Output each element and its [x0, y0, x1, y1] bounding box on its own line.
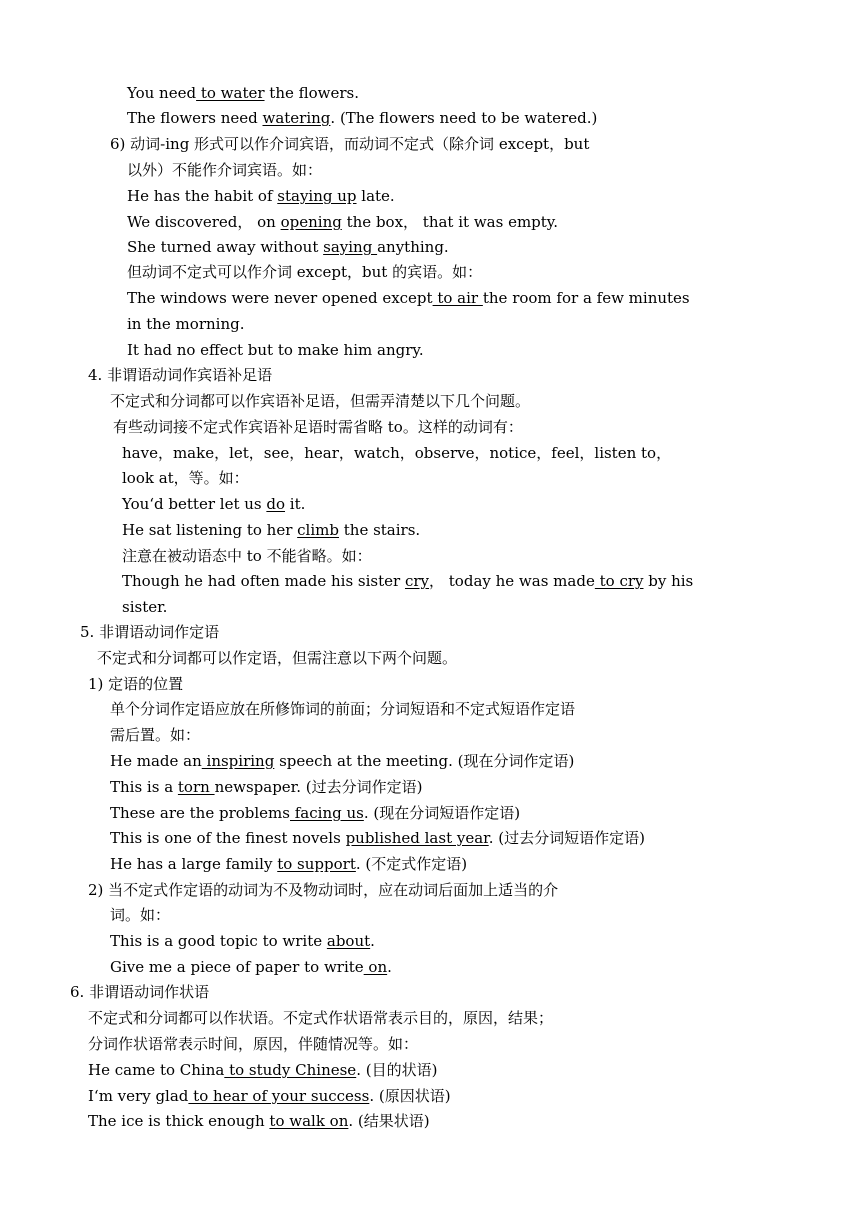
- text-span: He made an: [110, 752, 202, 770]
- text-span: . (现在分词短语作定语): [363, 804, 521, 822]
- text-line: [122, 546, 372, 566]
- text-span: by his: [643, 572, 694, 590]
- text-span: it.: [285, 495, 306, 513]
- underlined-phrase: torn: [177, 778, 215, 796]
- text-line: [97, 648, 457, 668]
- underlined-phrase: to hear of your success: [188, 1087, 370, 1105]
- text-span: 单个分词作定语应放在所修饰词的前面；分词短语和不定式短语作定语: [110, 700, 576, 718]
- text-span: .: [387, 958, 392, 976]
- text-span: .: [370, 932, 375, 950]
- text-line: [110, 854, 467, 874]
- text-span: 分词作状语常表示时间，原因，伴随情况等。如：: [88, 1035, 419, 1053]
- text-span: . (结果状语): [348, 1112, 430, 1130]
- text-line: [110, 931, 375, 951]
- text-span: 注意在被动语态中 to 不能省略。如：: [122, 547, 372, 565]
- text-line: [122, 468, 249, 488]
- text-span: . (不定式作定语): [355, 855, 468, 873]
- text-span: speech at the meeting. (现在分词作定语): [274, 752, 575, 770]
- text-line: [113, 417, 523, 437]
- text-line: [88, 365, 272, 385]
- text-span: sister.: [122, 598, 168, 616]
- text-span: It had no effect but to make him angry.: [127, 341, 424, 359]
- text-span: She turned away without: [127, 238, 324, 256]
- text-span: . (目的状语): [356, 1061, 438, 1079]
- text-span: 不定式和分词都可以作定语，但需注意以下两个问题。: [97, 649, 458, 667]
- text-line: [127, 212, 558, 232]
- text-line: [110, 134, 589, 154]
- text-line: [127, 262, 482, 282]
- text-line: [110, 803, 520, 823]
- text-span: 不定式和分词都可以作宾语补足语，但需弄清楚以下几个问题。: [110, 392, 531, 410]
- underlined-phrase: about: [326, 932, 371, 950]
- text-line: [80, 622, 219, 642]
- text-span: 5. 非谓语动词作定语: [80, 623, 220, 641]
- text-span: He sat listening to her: [122, 521, 298, 539]
- underlined-phrase: to support: [277, 855, 356, 873]
- text-span: 但动词不定式可以作介词 except，but 的宾语。如：: [127, 263, 483, 281]
- text-span: Though he had often made his sister: [122, 572, 405, 590]
- underlined-phrase: do: [266, 495, 286, 513]
- text-line: [122, 571, 693, 591]
- underlined-phrase: climb: [297, 521, 339, 539]
- text-span: in the morning.: [127, 315, 245, 333]
- text-span: newspaper. (过去分词作定语): [214, 778, 423, 796]
- text-span: 2) 当不定式作定语的动词为不及物动词时，应在动词后面加上适当的介: [88, 881, 559, 899]
- text-span: ， today he was made: [429, 572, 595, 590]
- text-line: [127, 340, 424, 360]
- underlined-phrase: published last year: [345, 829, 489, 847]
- text-line: [127, 186, 395, 206]
- text-span: . (原因状语): [369, 1087, 451, 1105]
- underlined-phrase: to water: [196, 84, 265, 102]
- text-line: [88, 1111, 430, 1131]
- text-span: late.: [356, 187, 395, 205]
- text-line: [88, 1034, 418, 1054]
- underlined-phrase: saying: [323, 238, 378, 256]
- text-span: The flowers need: [127, 109, 263, 127]
- underlined-phrase: on: [363, 958, 388, 976]
- text-span: The windows were never opened except: [127, 289, 433, 307]
- text-span: 4. 非谓语动词作宾语补足语: [88, 366, 273, 384]
- text-line: [122, 597, 167, 617]
- text-span: This is a good topic to write: [110, 932, 327, 950]
- text-span: This is one of the finest novels: [110, 829, 346, 847]
- text-line: [127, 314, 244, 334]
- text-line: [110, 699, 575, 719]
- text-span: anything.: [377, 238, 449, 256]
- text-span: You‘d better let us: [122, 495, 267, 513]
- text-span: 不定式和分词都可以作状语。不定式作状语常表示目的，原因，结果；: [88, 1009, 554, 1027]
- text-line: [127, 160, 322, 180]
- text-span: the stairs.: [338, 521, 421, 539]
- text-line: [110, 957, 392, 977]
- text-line: [127, 237, 449, 257]
- text-span: This is a: [110, 778, 178, 796]
- underlined-phrase: staying up: [277, 187, 357, 205]
- text-line: [110, 751, 574, 771]
- text-span: 词。如：: [110, 906, 171, 924]
- text-line: [122, 443, 671, 463]
- text-span: 有些动词接不定式作宾语补足语时需省略 to。这样的动词有：: [113, 418, 523, 436]
- text-span: I‘m very glad: [88, 1087, 189, 1105]
- underlined-phrase: inspiring: [201, 752, 275, 770]
- text-span: the room for a few minutes: [482, 289, 690, 307]
- text-line: [110, 777, 422, 797]
- text-line: [70, 982, 209, 1002]
- text-span: 以外）不能作介词宾语。如：: [127, 161, 323, 179]
- underlined-phrase: to walk on: [269, 1112, 349, 1130]
- text-span: He came to China: [88, 1061, 225, 1079]
- text-span: look at，等。如：: [122, 469, 249, 487]
- text-line: [110, 391, 530, 411]
- underlined-phrase: opening: [280, 213, 342, 231]
- text-line: [88, 880, 558, 900]
- text-span: 1) 定语的位置: [88, 675, 184, 693]
- text-line: [110, 828, 645, 848]
- text-span: These are the problems: [110, 804, 290, 822]
- text-line: [127, 108, 597, 128]
- underlined-phrase: to cry: [594, 572, 644, 590]
- text-line: [88, 1086, 451, 1106]
- underlined-phrase: to air: [432, 289, 483, 307]
- underlined-phrase: facing us: [289, 804, 364, 822]
- text-span: Give me a piece of paper to write: [110, 958, 364, 976]
- text-span: He has a large family: [110, 855, 278, 873]
- text-span: We discovered， on: [127, 213, 281, 231]
- text-span: have，make，let，see，hear，watch，observe，notice，feel，listen to，: [122, 444, 672, 462]
- text-span: He has the habit of: [127, 187, 278, 205]
- text-line: [110, 905, 170, 925]
- text-line: [88, 1008, 553, 1028]
- text-line: [110, 725, 200, 745]
- text-span: . (The flowers need to be watered.): [330, 109, 598, 127]
- underlined-phrase: to study Chinese: [224, 1061, 357, 1079]
- text-span: . (过去分词短语作定语): [488, 829, 645, 847]
- text-span: the flowers.: [264, 84, 360, 102]
- text-span: 需后置。如：: [110, 726, 201, 744]
- text-line: [88, 674, 183, 694]
- underlined-phrase: cry: [404, 572, 430, 590]
- text-span: The ice is thick enough: [88, 1112, 270, 1130]
- text-span: the box， that it was empty.: [341, 213, 559, 231]
- text-line: [127, 288, 690, 308]
- underlined-phrase: watering: [262, 109, 331, 127]
- text-line: [122, 494, 305, 514]
- text-span: You need: [127, 84, 197, 102]
- text-span: 6. 非谓语动词作状语: [70, 983, 210, 1001]
- text-line: [127, 83, 359, 103]
- text-line: [122, 520, 420, 540]
- text-line: [88, 1060, 437, 1080]
- text-span: 6) 动词-ing 形式可以作介词宾语，而动词不定式（除介词 except，but: [110, 135, 590, 153]
